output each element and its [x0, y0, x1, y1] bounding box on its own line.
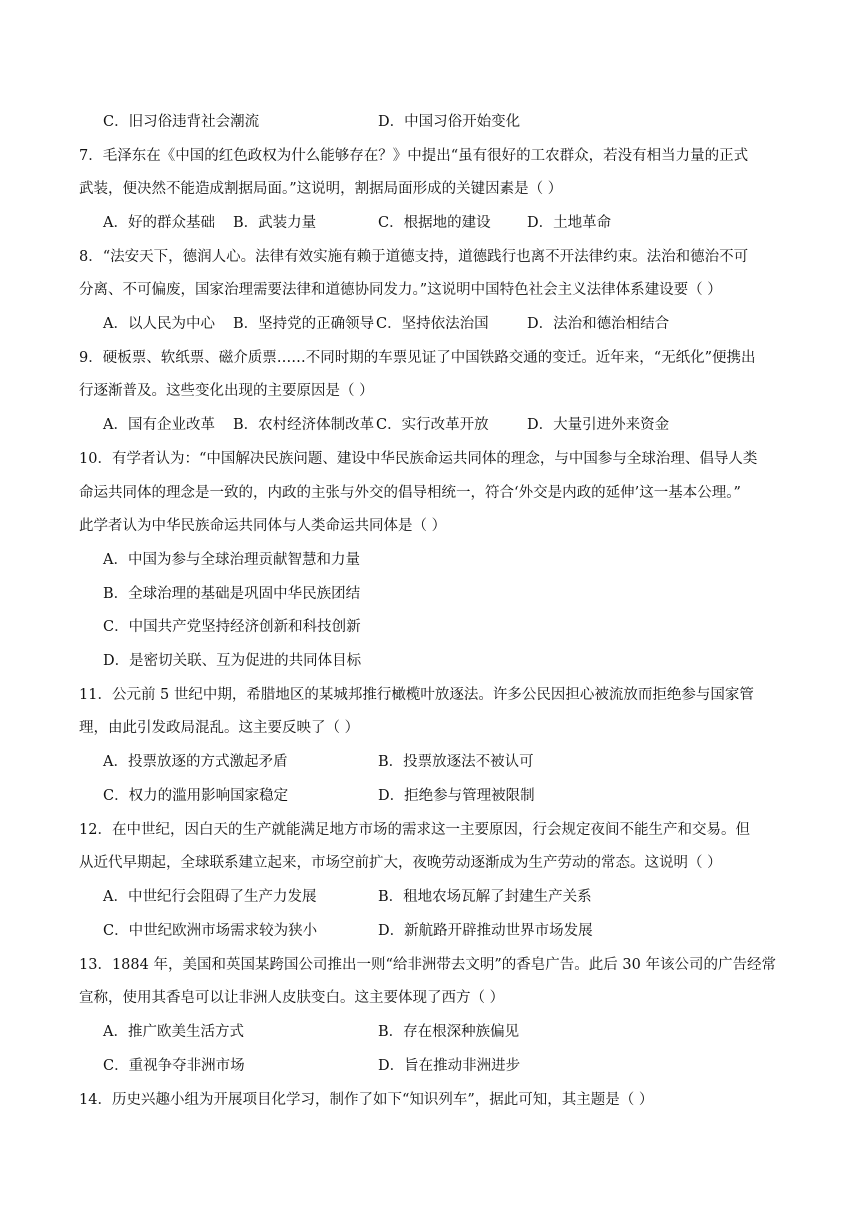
q13-option-a: A．推广欧美生活方式	[103, 1024, 244, 1040]
q9-stem-line-2: 行逐渐普及。这些变化出现的主要原因是（ ）	[79, 383, 374, 399]
q6-option-d: D．中国习俗开始变化	[378, 114, 521, 130]
q12-stem-line-1: 12．在中世纪，因白天的生产就能满足地方市场的需求这一主要原因，行会规定夜间不能生产和交易。但	[79, 822, 750, 838]
q8-option-a: A．以人民为中心	[103, 316, 215, 332]
q11-option-b: B．投票放逐法不被认可	[378, 754, 534, 770]
q8-option-d: D．法治和德治相结合	[527, 316, 670, 332]
q10-stem-line-3: 此学者认为中华民族命运共同体与人类命运共同体是（ ）	[79, 518, 447, 534]
q9-option-d: D．大量引进外来资金	[527, 417, 670, 433]
q13-option-d: D．旨在推动非洲进步	[378, 1058, 521, 1074]
q13-stem-line-1: 13．1884 年，美国和英国某跨国公司推出一则“给非洲带去文明”的香皂广告。此后 30 年该公司的广告经常	[79, 957, 776, 973]
q7-stem-line-2: 武装，便决然不能造成割据局面。”这说明，割据局面形成的关键因素是（ ）	[79, 181, 563, 197]
q7-option-b: B．武装力量	[233, 215, 317, 231]
q7-option-c: C．根据地的建设	[378, 215, 491, 231]
q10-stem-line-1: 10．有学者认为：“中国解决民族问题、建设中华民族命运共同体的理念，与中国参与全球治理、倡导人类	[79, 451, 758, 467]
q10-option-d: D．是密切关联、互为促进的共同体目标	[103, 653, 362, 669]
q12-option-c: C．中世纪欧洲市场需求较为狭小	[103, 923, 318, 939]
q8-option-b: B．坚持党的正确领导	[233, 316, 375, 332]
q8-stem-line-1: 8．“法安天下，德润人心。法律有效实施有赖于道德支持，道德践行也离不开法律约束。法治和德治不可	[79, 249, 749, 265]
q9-option-a: A．国有企业改革	[103, 417, 215, 433]
q10-option-a: A．中国为参与全球治理贡献智慧和力量	[103, 552, 360, 568]
q14-stem-line-1: 14．历史兴趣小组为开展项目化学习，制作了如下“知识列车”，据此可知，其主题是（ ）	[79, 1092, 654, 1108]
q7-stem-line-1: 7．毛泽东在《中国的红色政权为什么能够存在？》中提出“虽有很好的工农群众，若没有相当力量的正式	[79, 148, 749, 164]
q7-option-a: A．好的群众基础	[103, 215, 215, 231]
q10-stem-line-2: 命运共同体的理念是一致的，内政的主张与外交的倡导相统一，符合‘外交是内政的延伸’这一基本公理。”	[79, 485, 741, 501]
q10-option-c: C．中国共产党坚持经济创新和科技创新	[103, 619, 361, 635]
q12-option-a: A．中世纪行会阻碍了生产力发展	[103, 889, 317, 905]
q11-stem-line-1: 11．公元前 5 世纪中期，希腊地区的某城邦推行橄榄叶放逐法。许多公民因担心被流放而拒绝参与国家管	[79, 687, 754, 703]
q10-option-b: B．全球治理的基础是巩固中华民族团结	[103, 586, 361, 602]
q12-stem-line-2: 从近代早期起，全球联系建立起来，市场空前扩大，夜晚劳动逐渐成为生产劳动的常态。这说明（ ）	[79, 855, 722, 871]
q11-option-d: D．拒绝参与管理被限制	[378, 788, 535, 804]
q13-option-b: B．存在根深种族偏见	[378, 1024, 520, 1040]
q6-option-c: C．旧习俗违背社会潮流	[103, 114, 260, 130]
q8-stem-line-2: 分离、不可偏废，国家治理需要法律和道德协同发力。”这说明中国特色社会主义法律体系建设要（ ）	[79, 282, 722, 298]
q12-option-d: D．新航路开辟推动世界市场发展	[378, 923, 593, 939]
q7-option-d: D．土地革命	[527, 215, 612, 231]
q9-stem-line-1: 9．硬板票、软纸票、磁介质票……不同时期的车票见证了中国铁路交通的变迁。近年来，“无纸化”便携出	[79, 350, 756, 366]
q9-option-b: B．农村经济体制改革	[233, 417, 375, 433]
q8-option-c: C．坚持依法治国	[376, 316, 489, 332]
q12-option-b: B．租地农场瓦解了封建生产关系	[378, 889, 592, 905]
q11-stem-line-2: 理，由此引发政局混乱。这主要反映了（ ）	[79, 720, 360, 736]
q9-option-c: C．实行改革开放	[376, 417, 489, 433]
q13-stem-line-2: 宣称，使用其香皂可以让非洲人皮肤变白。这主要体现了西方（ ）	[79, 990, 505, 1006]
q11-option-c: C．权力的滥用影响国家稳定	[103, 788, 289, 804]
q11-option-a: A．投票放逐的方式激起矛盾	[103, 754, 288, 770]
q13-option-c: C．重视争夺非洲市场	[103, 1058, 245, 1074]
